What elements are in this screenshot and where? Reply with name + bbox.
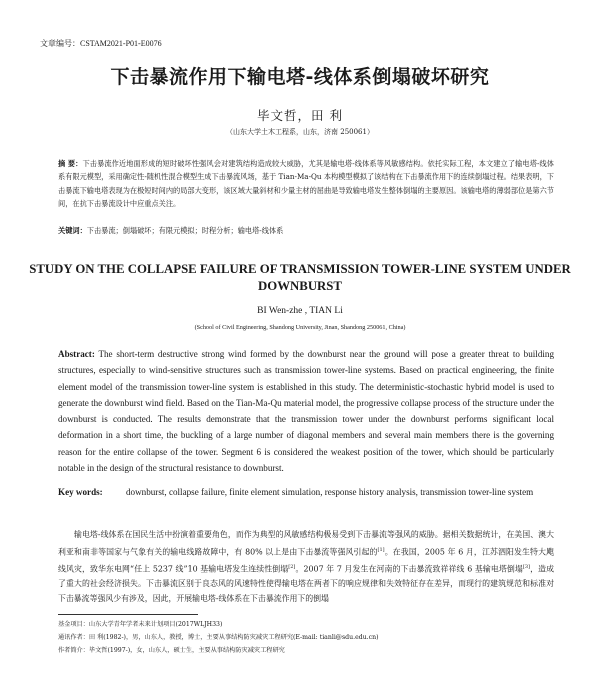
english-abstract bbox=[58, 346, 554, 476]
citation-2: [2] bbox=[288, 563, 296, 570]
english-affiliation: (School of Civil Engineering, Shandong University, Jinan, Shandong 250061, China) bbox=[194, 324, 406, 331]
citation-3: [3] bbox=[522, 563, 530, 570]
chinese-keywords-label: 关键词： bbox=[58, 226, 87, 235]
body-text-part: 输电塔-线体系在国民生活中扮演着重要角色，而作为典型的风敏感结构极易受到下击暴流等强风的威胁。据相关数据统计，在美国、澳大利亚和南非等国家与气象有关的输电线路故障中，有 80% 以上是由下击暴流等强风引起的 bbox=[58, 530, 554, 557]
chinese-keywords-text: 下击暴流；倒塌破坏；有限元模拟；时程分析；输电塔-线体系 bbox=[86, 226, 284, 235]
footnote-contact: 通讯作者：田 利(1982-)，男，山东人，教授，博士，主要从事结构防灾减灾工程研究(E-mail: tianli@sdu.edu.cn) bbox=[58, 634, 379, 641]
chinese-abstract-label: 摘 要： bbox=[58, 159, 83, 168]
chinese-keywords bbox=[58, 226, 554, 236]
footnote-divider bbox=[58, 614, 198, 615]
citation-1: [1] bbox=[377, 546, 385, 553]
footnote-author: 作者简介：毕文哲(1997-)，女，山东人，硕士生，主要从事结构防灾减灾工程研究 bbox=[58, 647, 285, 654]
introduction-paragraph bbox=[58, 528, 554, 606]
body-text-part: 。2007 年 7 月发生在河南的下击暴流致祥祥线 6 基输电塔倒塌 bbox=[295, 564, 523, 574]
english-title: STUDY ON THE COLLAPSE FAILURE OF TRANSMISSION TOWER-LINE SYSTEM UNDER DOWNBURST bbox=[29, 262, 571, 293]
english-authors: BI Wen-zhe , TIAN Li bbox=[257, 306, 343, 316]
footnote-fund: 基金项目：山东大学青年学者未来计划项目(2017WLJH33) bbox=[58, 621, 223, 628]
english-keywords-text: downburst, collapse failure, finite element simulation, response history analysis, transmission tower-line system bbox=[126, 487, 534, 497]
chinese-authors: 毕文哲，田 利 bbox=[257, 108, 343, 123]
english-keywords-label: Key words: bbox=[58, 487, 103, 497]
chinese-abstract-text: 下击暴流作近地面形成的短时破坏性强风会对建筑结构造成较大威胁，尤其是输电塔-线体系等风敏感结构。依托实际工程，本文建立了输电塔-线体系有限元模型，采用确定性-随机性混合模型生成下击暴流风场，基于 Tian-Ma-Qu 本构模型模拟了该结构在下击暴流作用下的连续倒塌过程。结果表明，下击暴流下输电塔表现为在极短时间内的局部大变形，该区域大量斜材和少量主材的屈曲是导致输电塔发生整体倒塌的主要原因。该输电塔的薄弱部位是第六节间，在抗下击暴流设计中应重点关注。 bbox=[58, 159, 554, 209]
chinese-affiliation: （山东大学土木工程系，山东，济南 250061） bbox=[226, 128, 374, 136]
english-abstract-text: The short-term destructive strong wind formed by the downburst near the ground will pose a greater threat to building structures, especially to wind-sensitive structures such as transmission tower-line systems. Based on practical engineering, the finite element model of the transmission tower-line system is established in this study. The deterministic-stochastic hybrid model is used to generate the downburst wind field. Based on the Tian-Ma-Qu material model, the progressive collapse process of the structure under the downburst is conducted. The results demonstrate that the transmission tower under the downburst performs significant local deformation in a short time, the buckling of a large number of diagonal members and several main members there is the governing reason for the entire collapse of the tower. Segment 6 is considered the weakest position of the tower, which should be particularly notable in the design of the structural resistance to downburst. bbox=[58, 349, 554, 474]
chinese-title: 下击暴流作用下输电塔-线体系倒塌破坏研究 bbox=[110, 66, 490, 88]
english-abstract-label: Abstract: bbox=[58, 349, 95, 359]
article-number: 文章编号：CSTAM2021-P01-E0076 bbox=[40, 39, 162, 48]
english-keywords bbox=[58, 484, 554, 500]
chinese-abstract bbox=[58, 157, 554, 211]
body-text-part: 。在我国，2005 年 6 月，江苏泗阳发生特大飑线风灾，致华东电网“任上 5237 线”10 基输电塔发生连续性倒塌 bbox=[58, 547, 554, 574]
body-text-part: ，造成了重大的社会经济损失。下击暴流区别于良态风的风速特性使得输电塔在两者下的响应规律和失效特征存在差异，而现行的建筑规范和标准对下击暴流等强风少有涉及，因此，开展输电塔-线体系在下击暴流作用下的倒塌 bbox=[58, 564, 554, 603]
